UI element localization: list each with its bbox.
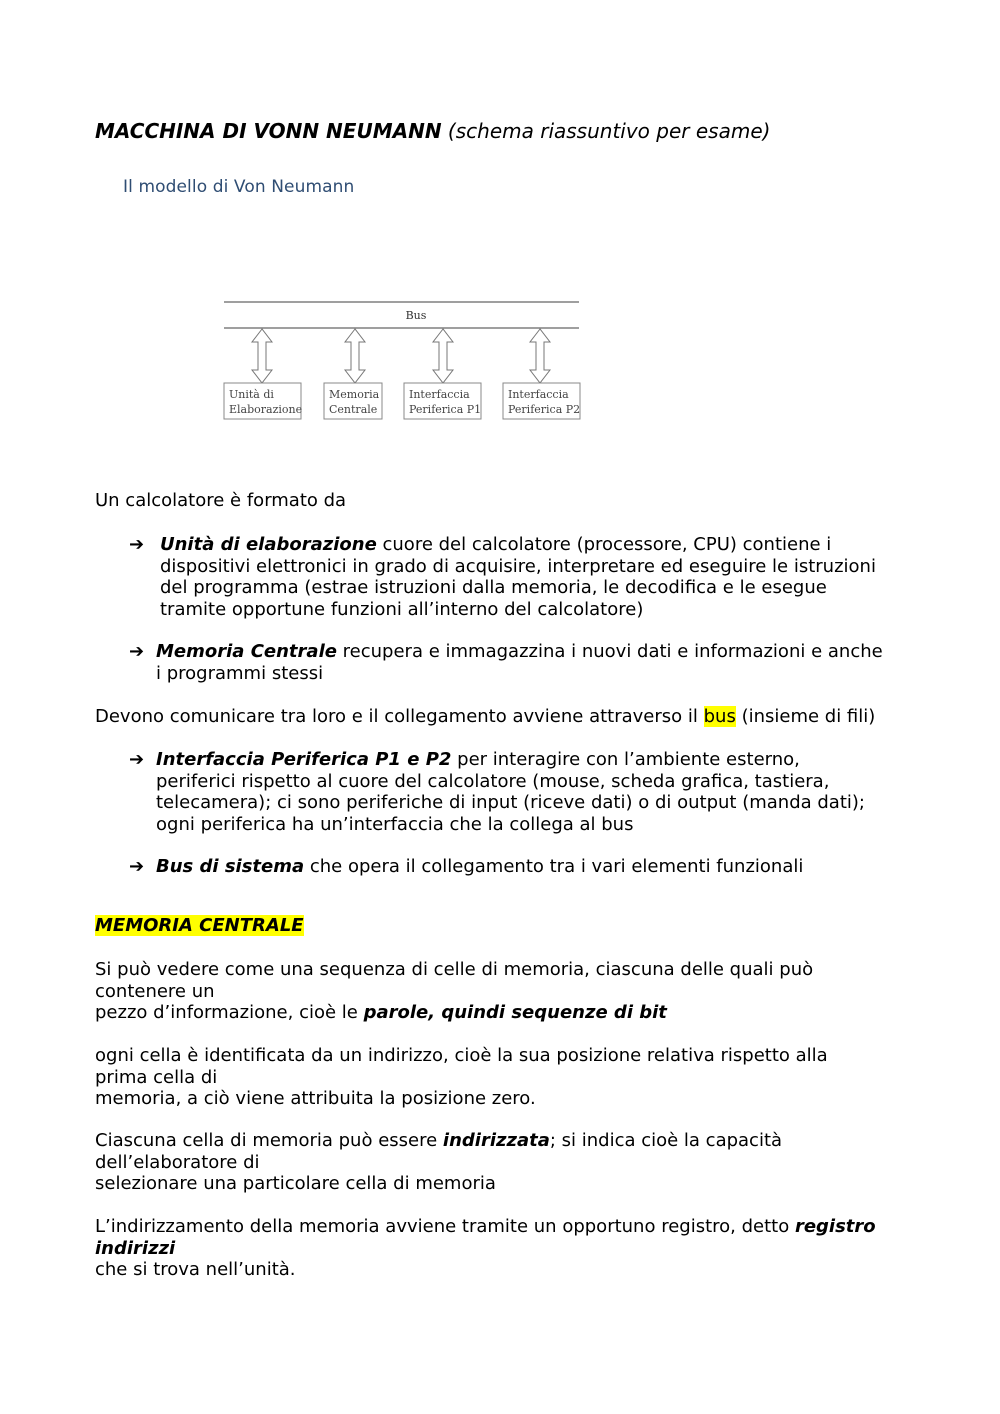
intro-text: Un calcolatore è formato da xyxy=(95,490,347,511)
paragraph-4: L’indirizzamento della memoria avviene tramite un opportuno registro, detto registro indirizzi che si trova nell’unità. xyxy=(95,1216,876,1280)
von-neumann-diagram xyxy=(215,292,590,427)
box1-line2: Elaborazione xyxy=(229,403,303,416)
box4-line2: Periferica P2 xyxy=(508,403,581,416)
paragraph-3: Ciascuna cella di memoria può essere indirizzata; si indica cioè la capacità dell’elaboratore di selezionare una particolare cella di memoria xyxy=(95,1130,783,1194)
box2-line1: Memoria xyxy=(329,388,380,401)
box3-line1: Interfaccia xyxy=(409,388,470,401)
term-memoria: Memoria Centrale xyxy=(156,641,337,662)
document-title xyxy=(95,119,770,143)
arrow-1 xyxy=(252,329,272,383)
arrow-3 xyxy=(433,329,453,383)
term-bus: Bus di sistema xyxy=(156,856,305,877)
term-interfaccia: Interfaccia Periferica P1 e P2 xyxy=(156,749,452,770)
box4-line1: Interfaccia xyxy=(508,388,569,401)
figure-caption: Il modello di Von Neumann xyxy=(123,177,355,197)
title-subtitle: (schema riassuntivo per esame) xyxy=(447,119,771,143)
arrow-bullet-icon: ➔ xyxy=(129,534,145,555)
list-item-unita: Unità di elaborazione cuore del calcolatore (processore, CPU) contiene i dispositivi elettronici in grado di acquisire, interpretare ed eseguire le istruzioni del programma (estrae istruzioni dalla memoria, le decodifica e le esegue tramite opportune funzioni all’interno del calcolatore) xyxy=(160,534,876,620)
paragraph-1: Si può vedere come una sequenza di celle di memoria, ciascuna delle quali può contenere un pezzo d’informazione, cioè le parole, quindi sequenze di bit xyxy=(95,959,814,1023)
title-main: MACCHINA DI VONN NEUMANN xyxy=(95,119,442,143)
arrow-bullet-icon: ➔ xyxy=(129,749,145,770)
list-item-memoria: Memoria Centrale recupera e immagazzina i nuovi dati e informazioni e anche i programmi stessi xyxy=(156,641,883,684)
list-item-interfaccia: Interfaccia Periferica P1 e P2 per interagire con l’ambiente esterno, periferici rispetto al cuore del calcolatore (mouse, scheda grafica, tastiera, telecamera); ci sono periferiche di input (riceve dati) o di output (manda dati); ogni periferica ha un’interfaccia che la collega al bus xyxy=(156,749,865,835)
box3-line2: Periferica P1 xyxy=(409,403,482,416)
arrow-2 xyxy=(345,329,365,383)
arrow-bullet-icon: ➔ xyxy=(129,856,145,877)
box2-line2: Centrale xyxy=(329,403,378,416)
paragraph-2: ogni cella è identificata da un indirizzo, cioè la sua posizione relativa rispetto alla prima cella di memoria, a ciò viene attribuita la posizione zero. xyxy=(95,1045,828,1109)
list-item-bus: Bus di sistema che opera il collegamento tra i vari elementi funzionali xyxy=(156,856,804,877)
box1-line1: Unità di xyxy=(229,388,274,401)
arrow-4 xyxy=(530,329,550,383)
term-unita: Unità di elaborazione xyxy=(160,534,377,555)
bus-arrows xyxy=(252,329,550,383)
bus-sentence: Devono comunicare tra loro e il collegamento avviene attraverso il bus (insieme di fili) xyxy=(95,706,876,727)
arrow-bullet-icon: ➔ xyxy=(129,641,145,662)
bus-label: Bus xyxy=(405,309,427,322)
section-title: MEMORIA CENTRALE xyxy=(95,915,304,936)
highlighted-bus: bus xyxy=(703,706,736,727)
